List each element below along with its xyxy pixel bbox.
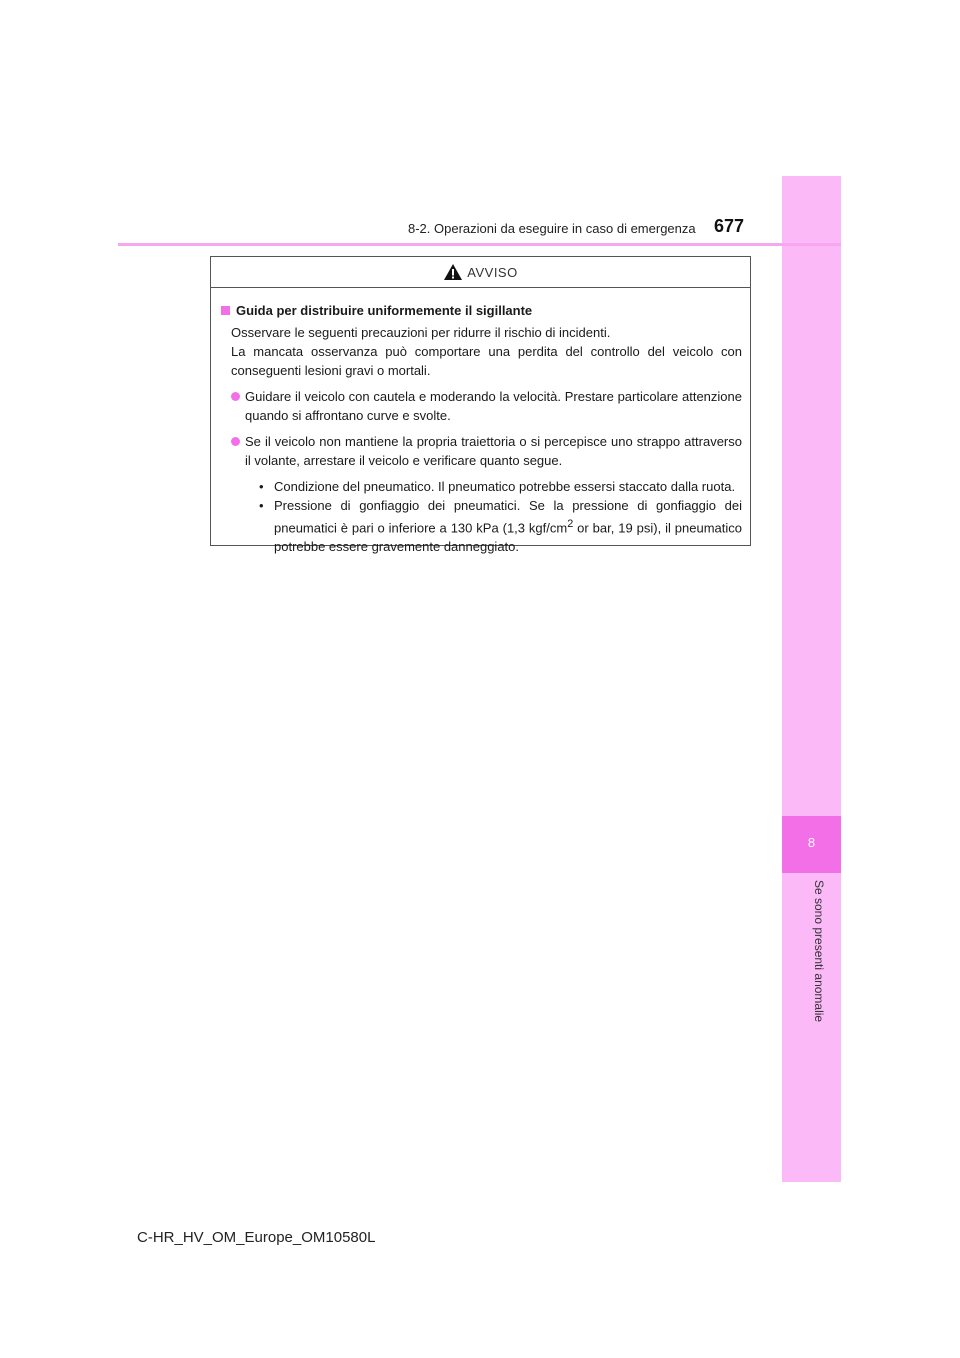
list-item xyxy=(231,432,742,556)
warning-box xyxy=(210,256,751,555)
dot-bullet-icon: • xyxy=(259,498,264,513)
header-divider xyxy=(118,243,841,246)
warning-header xyxy=(211,257,750,288)
dot-bullet-icon: • xyxy=(259,479,264,494)
warning-topic xyxy=(221,301,742,320)
circle-bullet-icon xyxy=(231,437,240,446)
warning-consequence: La mancata osservanza può comportare una perdita del controllo del veicolo con conseguenti lesioni gravi o mortali. xyxy=(231,344,742,378)
list-item-text: Se il veicolo non mantiene la propria traiettoria o si percepisce uno strappo attraverso il volante, arrestare il veicolo e verificare quanto segue. xyxy=(245,434,742,468)
warning-body xyxy=(211,288,750,556)
check-text-start: Pressione di gonfiaggio dei pneumatici. Se la pressione di gonfiaggio dei pneumatici è pari o inferiore a 130 kPa (1,3 kgf/cm xyxy=(274,498,742,536)
check-item xyxy=(259,477,742,496)
list-item xyxy=(231,387,742,425)
warning-triangle-icon xyxy=(443,263,463,281)
check-list xyxy=(245,477,742,556)
chapter-side-tab xyxy=(782,176,841,1182)
square-bullet-icon xyxy=(221,306,230,315)
footer-document-code: C-HR_HV_OM_Europe_OM10580L xyxy=(137,1229,376,1246)
warning-topic-text: Guida per distribuire uniformemente il sigillante xyxy=(236,303,533,318)
circle-bullet-icon xyxy=(231,392,240,401)
warning-title: AVVISO xyxy=(467,264,518,280)
header-section-title: 8-2. Operazioni da eseguire in caso di emergenza xyxy=(408,221,696,236)
check-item-text xyxy=(274,496,742,556)
page-number: 677 xyxy=(714,216,745,236)
warning-intro: Osservare le seguenti precauzioni per ridurre il rischio di incidenti. xyxy=(231,325,611,340)
list-item-content xyxy=(245,432,742,556)
chapter-number: 8 xyxy=(807,835,816,850)
check-text-end: or bar, 19 psi), il pneumatico potrebbe essere gravemente danneggiato. xyxy=(274,520,743,555)
chapter-title: Se sono presenti anomalie xyxy=(812,880,826,1023)
check-item-text: Condizione del pneumatico. Il pneumatico potrebbe essersi staccato dalla ruota. xyxy=(274,479,736,494)
check-item xyxy=(259,496,742,556)
list-item-text: Guidare il veicolo con cautela e moderando la velocità. Prestare particolare attenzione quando si affrontano curve e svolte. xyxy=(245,389,742,423)
superscript: 2 xyxy=(567,518,574,530)
warning-content xyxy=(221,323,742,556)
